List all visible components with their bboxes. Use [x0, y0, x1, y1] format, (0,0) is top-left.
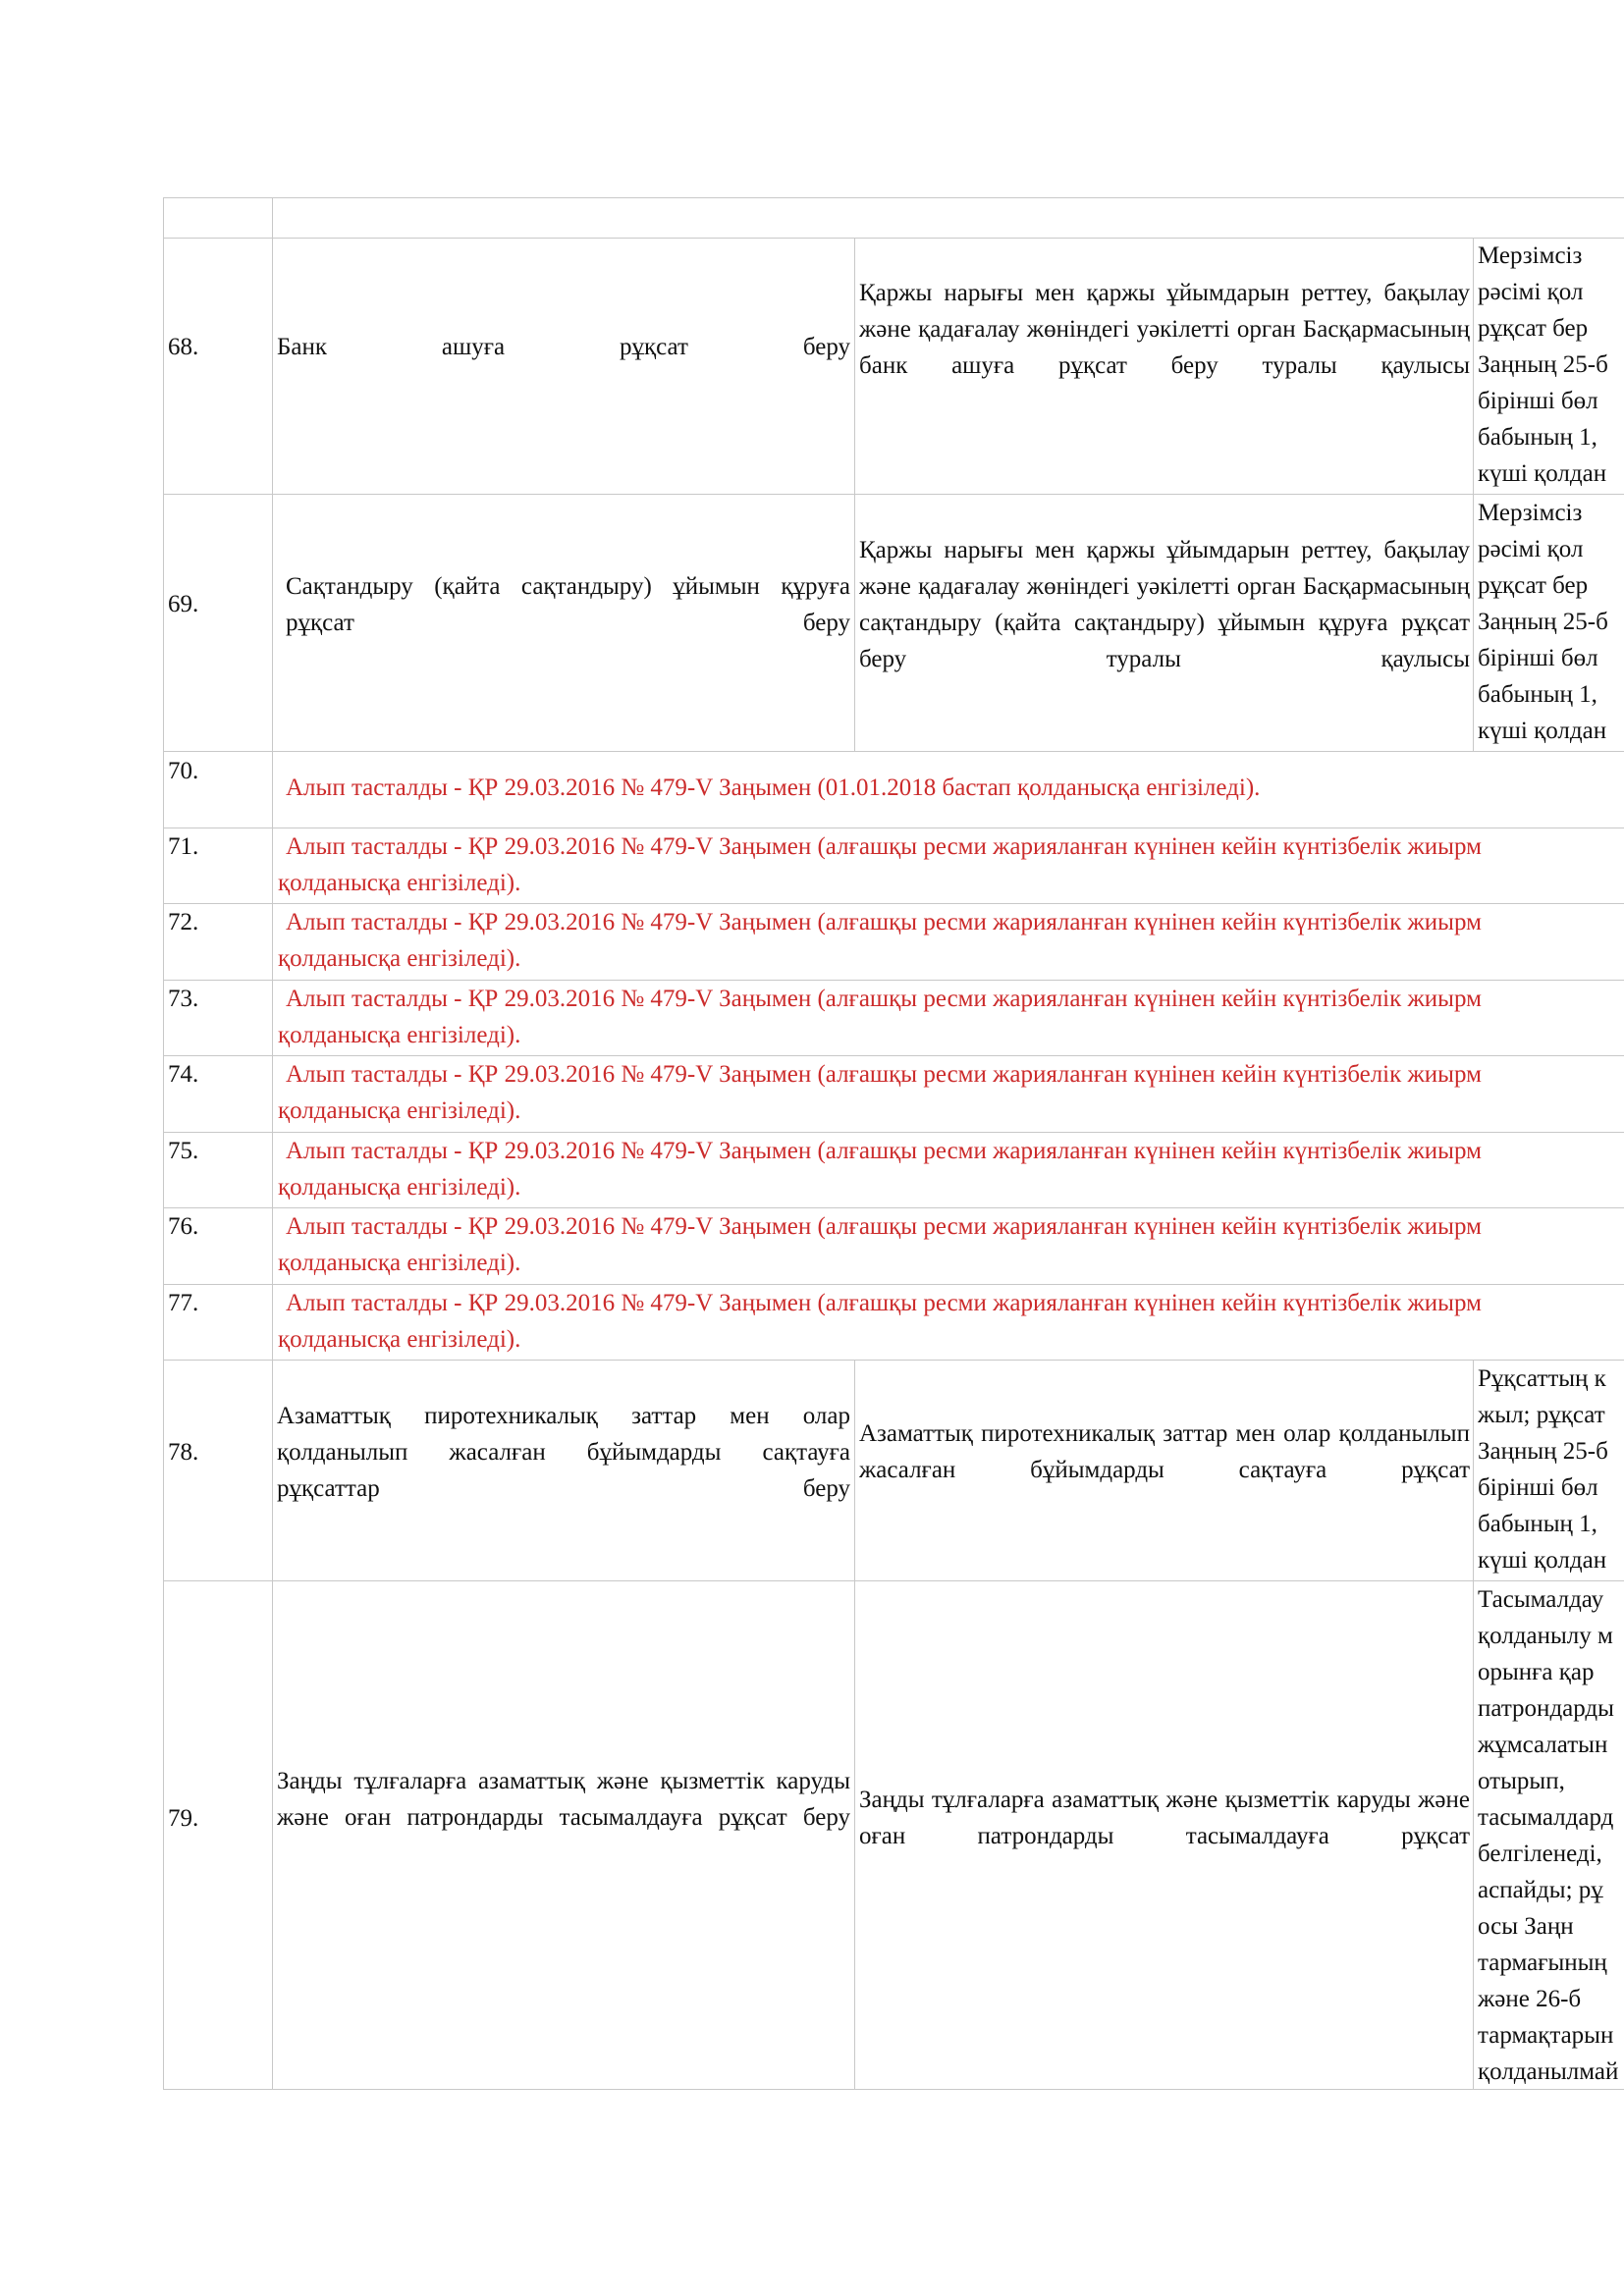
row-number: 77.: [168, 1290, 199, 1316]
term-line: тармақтарын: [1478, 2022, 1614, 2049]
row-divider: [163, 494, 1624, 495]
repeal-note-line: қолданысқа енгізіледі).: [278, 1326, 521, 1353]
repeal-note-line: Алып тасталды - ҚР 29.03.2016 № 479-V Заңымен (алғашқы ресми жарияланған күнінен кейін күнтізбелік жиырм: [286, 1061, 1482, 1088]
term-line: рәсімі қол: [1478, 279, 1584, 305]
term-line: Тасымалдау: [1478, 1586, 1604, 1613]
row-divider: [163, 238, 1624, 239]
column-divider: [854, 1360, 855, 2089]
repeal-note-line: Алып тасталды - ҚР 29.03.2016 № 479-V Заңымен (алғашқы ресми жарияланған күнінен кейін күнтізбелік жиырм: [286, 1290, 1482, 1316]
permit-name: Азаматтық пиротехникалық заттар мен олар қолданылып жасалған бұйымдарды сақтауға рұқсаттар беру: [277, 1403, 850, 1502]
row-number: 71.: [168, 833, 199, 860]
table-border-left: [163, 197, 164, 2090]
term-line: және 26-б: [1478, 1986, 1582, 2012]
permit-term: [1478, 495, 1624, 751]
term-line: аспайды; рұ: [1478, 1877, 1603, 1903]
column-divider: [272, 197, 273, 2090]
permit-name: Банк ашуға рұқсат беру: [277, 334, 850, 360]
term-line: бірінші бөл: [1478, 388, 1598, 414]
term-line: қолданылмай: [1478, 2058, 1619, 2085]
row-number: 79.: [168, 1805, 199, 1832]
row-number: 72.: [168, 909, 199, 935]
row-number: 69.: [168, 591, 199, 617]
repeal-note: [278, 1056, 1624, 1129]
repeal-note-line: Алып тасталды - ҚР 29.03.2016 № 479-V Заңымен (алғашқы ресми жарияланған күнінен кейін күнтізбелік жиырм: [286, 1138, 1482, 1164]
repeal-note-line: қолданысқа енгізіледі).: [278, 945, 521, 972]
term-line: Рұқсаттың к: [1478, 1365, 1606, 1392]
row-number: 75.: [168, 1138, 199, 1164]
repeal-note: [278, 828, 1624, 901]
term-line: патрондарды: [1478, 1695, 1614, 1722]
repeal-note: [278, 1133, 1624, 1205]
repeal-note-line: Алып тасталды - ҚР 29.03.2016 № 479-V Заңымен (алғашқы ресми жарияланған күнінен кейін күнтізбелік жиырм: [286, 909, 1482, 935]
row-number: 78.: [168, 1439, 199, 1466]
repeal-note: Алып тасталды - ҚР 29.03.2016 № 479-V Заңымен (01.01.2018 бастап қолданысқа енгізіледі).: [286, 774, 1261, 801]
term-line: осы Заңн: [1478, 1913, 1574, 1940]
permit-basis: Азаматтық пиротехникалық заттар мен олар қолданылып жасалған бұйымдарды сақтауға рұқсат: [859, 1420, 1470, 1483]
column-divider: [1473, 1360, 1474, 2089]
term-line: рұқсат бер: [1478, 572, 1589, 599]
term-line: орынға қар: [1478, 1659, 1595, 1685]
term-line: Мерзімсіз: [1478, 242, 1583, 269]
term-line: бірінші бөл: [1478, 645, 1598, 671]
table-border-bottom: [163, 2089, 1624, 2090]
term-line: күші қолдан: [1478, 460, 1607, 487]
row-divider: [163, 1360, 1624, 1361]
term-line: Заңның 25-б: [1478, 351, 1608, 378]
permit-basis: Қаржы нарығы мен қаржы ұйымдарын реттеу, бақылау және қадағалау жөніндегі уәкілетті орган Басқармасының сақтандыру (қайта сақтандыру) ұйымын құруға рұқсат беру туралы қаулысы: [859, 537, 1470, 672]
repeal-note-line: Алып тасталды - ҚР 29.03.2016 № 479-V Заңымен (алғашқы ресми жарияланған күнінен кейін күнтізбелік жиырм: [286, 986, 1482, 1012]
repeal-note: [278, 1285, 1624, 1358]
repeal-note-line: Алып тасталды - ҚР 29.03.2016 № 479-V Заңымен (алғашқы ресми жарияланған күнінен кейін күнтізбелік жиырм: [286, 1213, 1482, 1240]
repeal-note-line: қолданысқа енгізіледі).: [278, 1174, 521, 1201]
permit-name: Заңды тұлғаларға азаматтық және қызметтік каруды және оған патрондарды тасымалдауға рұқсат беру: [277, 1768, 850, 1831]
table-border-top: [163, 197, 1624, 198]
term-line: белгіленеді,: [1478, 1841, 1602, 1867]
permit-term: [1478, 1581, 1624, 2089]
repeal-note-line: Алып тасталды - ҚР 29.03.2016 № 479-V Заңымен (алғашқы ресми жарияланған күнінен кейін күнтізбелік жиырм: [286, 833, 1482, 860]
repeal-note-line: қолданысқа енгізіледі).: [278, 870, 521, 896]
term-line: Мерзімсіз: [1478, 500, 1583, 526]
term-line: тармағының: [1478, 1949, 1607, 1976]
term-line: Заңның 25-б: [1478, 1438, 1608, 1465]
row-divider: [163, 1580, 1624, 1581]
repeal-note-line: қолданысқа енгізіледі).: [278, 1022, 521, 1048]
term-line: Заңның 25-б: [1478, 609, 1608, 635]
permit-basis: Заңды тұлғаларға азаматтық және қызметтік каруды және оған патрондарды тасымалдауға рұқсат: [859, 1787, 1470, 1849]
term-line: күші қолдан: [1478, 1547, 1607, 1574]
row-number: 76.: [168, 1213, 199, 1240]
term-line: рұқсат бер: [1478, 315, 1589, 342]
row-number: 74.: [168, 1061, 199, 1088]
term-line: отырып,: [1478, 1768, 1565, 1794]
row-number: 73.: [168, 986, 199, 1012]
column-divider: [1473, 238, 1474, 751]
row-number: 68.: [168, 334, 199, 360]
term-line: жыл; рұқсат: [1478, 1402, 1605, 1428]
row-divider: [163, 751, 1624, 752]
term-line: бабының 1,: [1478, 424, 1597, 451]
term-line: рәсімі қол: [1478, 536, 1584, 562]
permit-term: [1478, 1361, 1624, 1580]
repeal-note: [278, 981, 1624, 1053]
permit-name: Сақтандыру (қайта сақтандыру) ұйымын құруға рұқсат беру: [286, 573, 850, 636]
term-line: жұмсалатын: [1478, 1732, 1608, 1758]
repeal-note-line: қолданысқа енгізіледі).: [278, 1097, 521, 1124]
term-line: бабының 1,: [1478, 1511, 1597, 1537]
permit-term: [1478, 238, 1624, 494]
term-line: күші қолдан: [1478, 718, 1607, 744]
term-line: бабының 1,: [1478, 681, 1597, 708]
term-line: тасымалдард: [1478, 1804, 1614, 1831]
repeal-note: [278, 904, 1624, 977]
term-line: бірінші бөл: [1478, 1474, 1598, 1501]
column-divider: [854, 238, 855, 751]
permit-basis: Қаржы нарығы мен қаржы ұйымдарын реттеу, бақылау және қадағалау жөніндегі уәкілетті орган Басқармасының банк ашуға рұқсат беру туралы қаулысы: [859, 280, 1470, 379]
repeal-note-line: қолданысқа енгізіледі).: [278, 1250, 521, 1276]
term-line: қолданылу м: [1478, 1623, 1613, 1649]
repeal-note: [278, 1208, 1624, 1281]
row-number: 70.: [168, 758, 199, 784]
